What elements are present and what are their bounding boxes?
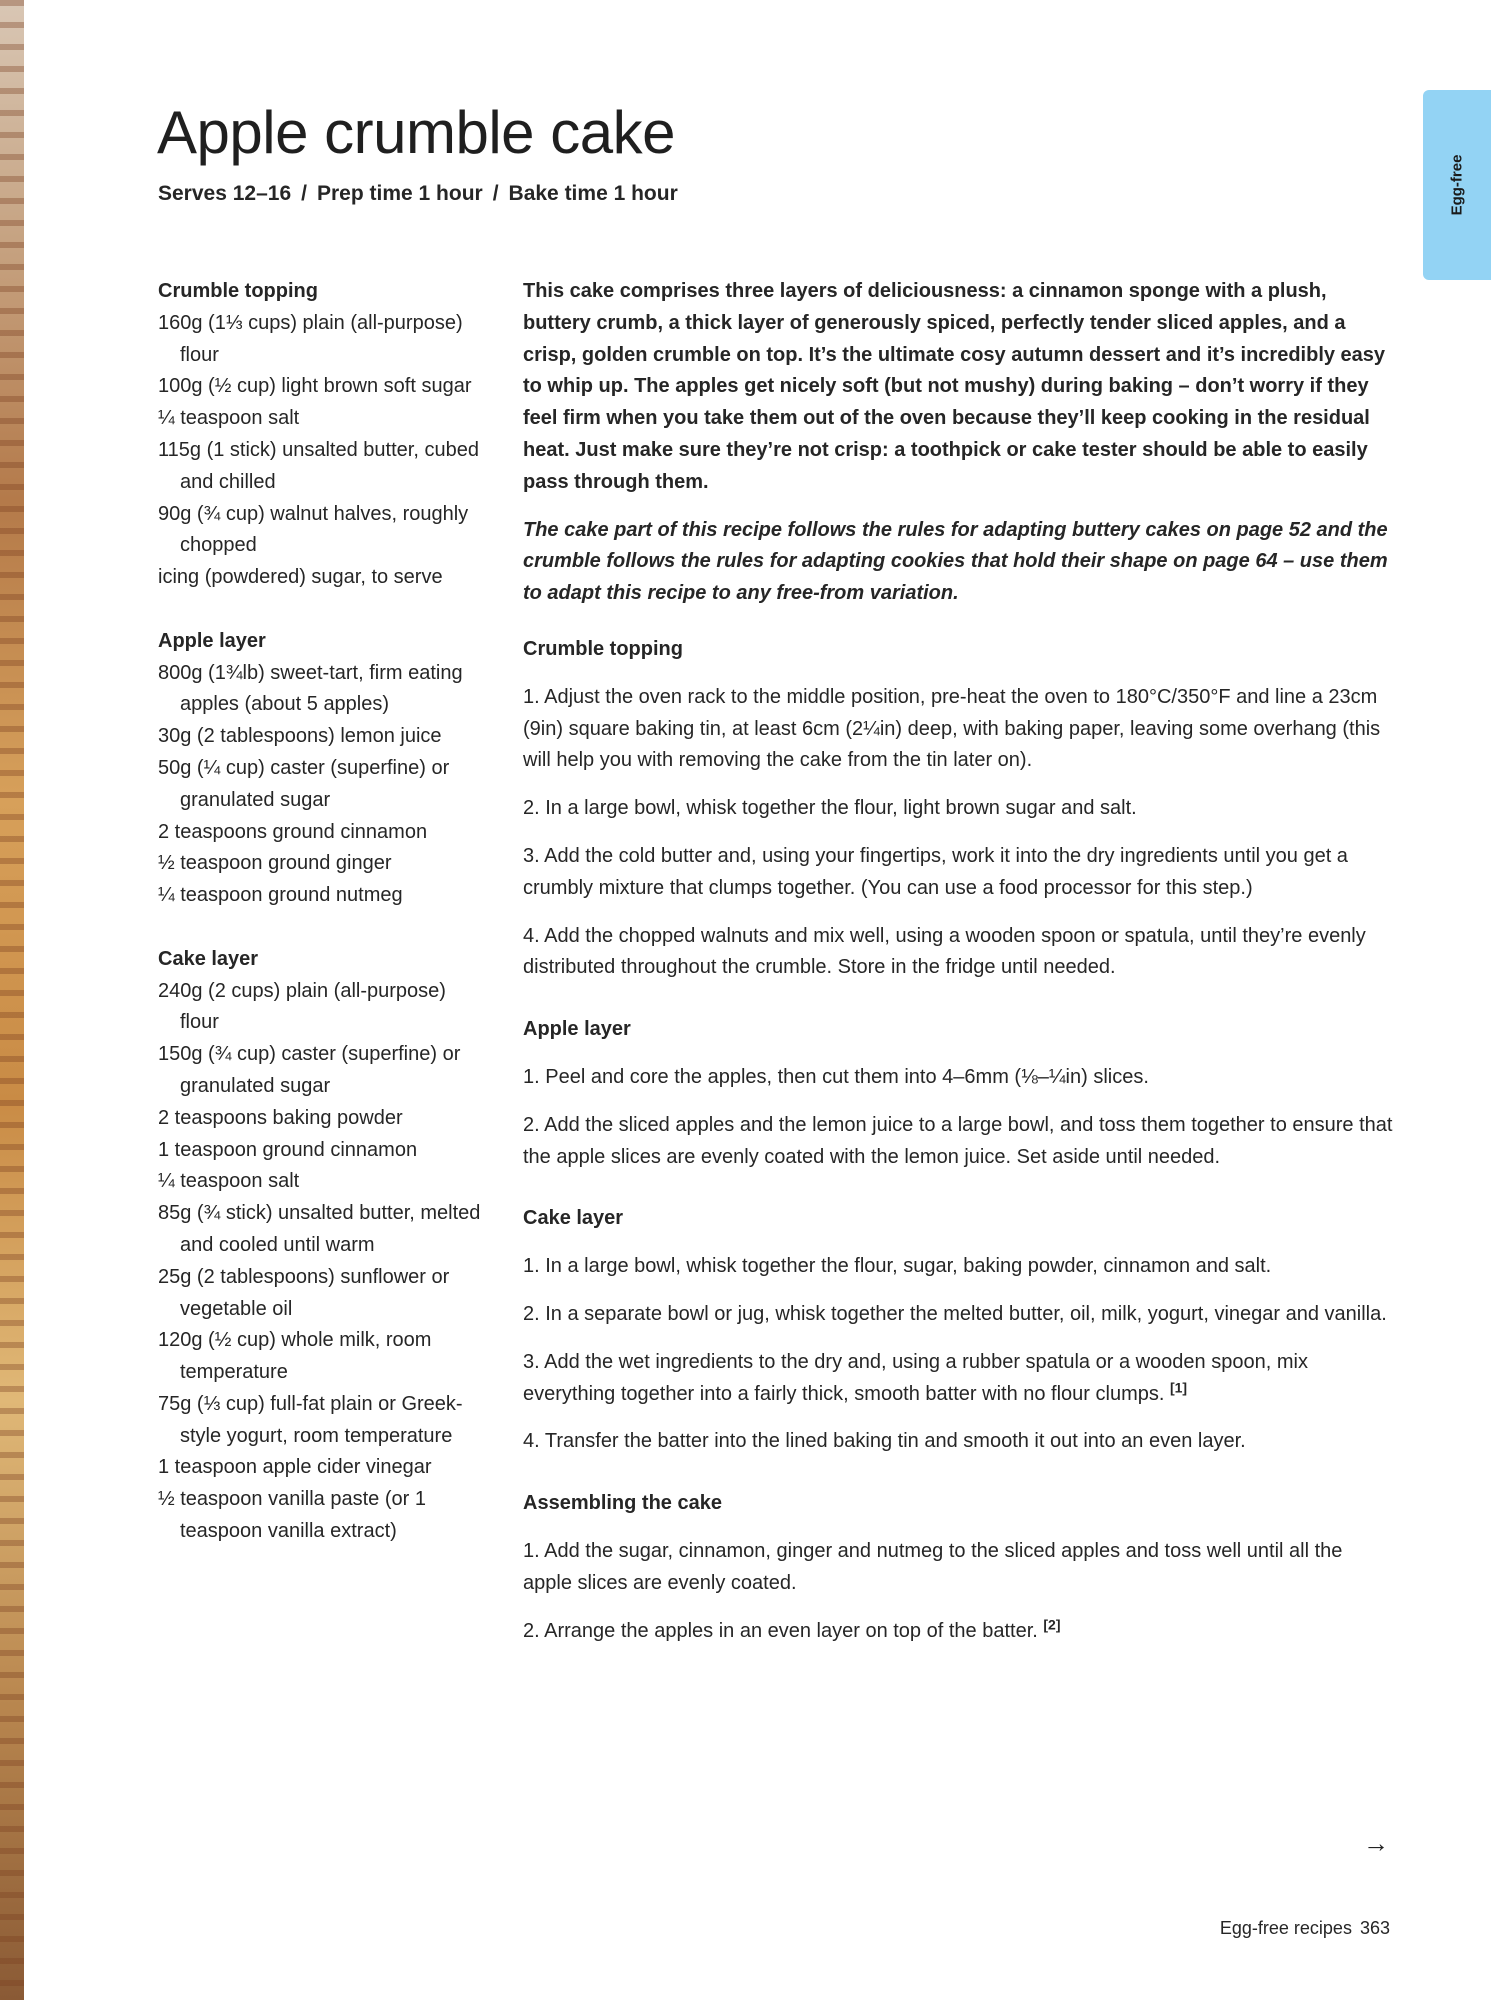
ingredient-item: ¼ teaspoon salt — [158, 1170, 300, 1193]
ingredient-item: 2 teaspoons ground cinnamon — [158, 820, 428, 843]
method-column — [523, 276, 1393, 1677]
meta-separator: / — [492, 182, 499, 205]
method-step-text: 2. Arrange the apples in an even layer on top of the batter. — [523, 1619, 1038, 1642]
ingredient-item: 2 teaspoons baking powder — [158, 1106, 403, 1129]
ingredient-item: 240g (2 cups) plain (all-purpose) flour — [158, 979, 446, 1034]
ingredient-item: 90g (¾ cup) walnut halves, roughly chopped — [158, 502, 469, 557]
method-cake-layer — [523, 1203, 1393, 1458]
ingredient-item: ½ teaspoon vanilla paste (or 1 teaspoon vanilla extract) — [158, 1488, 426, 1543]
recipe-title: Apple crumble cake — [157, 99, 675, 166]
footer-section: Egg-free recipes — [1219, 1918, 1352, 1938]
ingredient-item: 50g (¼ cup) caster (superfine) or granulated sugar — [158, 756, 450, 811]
reference-marker[interactable]: [2] — [1043, 1615, 1061, 1632]
ingredients-apple-layer — [158, 626, 488, 912]
reference-marker[interactable]: [1] — [1169, 1378, 1188, 1395]
method-step: 1. Peel and core the apples, then cut them into 4–6mm (⅛–¼in) slices. — [523, 1065, 1149, 1088]
ingredient-item: ½ teaspoon ground ginger — [158, 852, 392, 875]
ingredient-item: 75g (⅓ cup) full-fat plain or Greek-style yogurt, room temperature — [158, 1392, 463, 1447]
method-step: 2. In a separate bowl or jug, whisk together the melted butter, oil, milk, yogurt, vinegar and vanilla. — [523, 1302, 1387, 1325]
method-step: 1. Adjust the oven rack to the middle position, pre-heat the oven to 180°C/350°F and line a 23cm (9in) square baking tin, at least 6cm (2¼in) deep, with baking paper, leaving some overhang (this will help you with removing the cake from the tin later on). — [523, 685, 1381, 772]
method-step: 4. Transfer the batter into the lined baking tin and smooth it out into an even layer. — [523, 1430, 1246, 1453]
ingredients-heading: Cake layer — [158, 947, 259, 970]
ingredient-item: 1 teaspoon ground cinnamon — [158, 1138, 418, 1161]
ingredient-item: 120g (½ cup) whole milk, room temperature — [158, 1329, 432, 1384]
next-page-arrow-icon[interactable]: → — [1363, 1828, 1389, 1858]
recipe-meta — [158, 182, 678, 206]
method-step: 1. Add the sugar, cinnamon, ginger and nutmeg to the sliced apples and toss well until all the apple slices are evenly coated. — [523, 1539, 1343, 1594]
page-footer — [1220, 1918, 1390, 1939]
method-crumble-topping — [523, 634, 1393, 984]
bake-time: Bake time 1 hour — [508, 182, 678, 205]
ingredient-item: ¼ teaspoon salt — [158, 407, 300, 430]
ingredients-column — [158, 276, 488, 1580]
ingredient-item: 160g (1⅓ cups) plain (all-purpose) flour — [158, 311, 463, 366]
chapter-tab — [1423, 90, 1491, 280]
method-apple-layer — [523, 1014, 1393, 1173]
ingredient-item: ¼ teaspoon ground nutmeg — [158, 884, 403, 907]
ingredients-heading: Crumble topping — [158, 280, 318, 302]
prep-time: Prep time 1 hour — [316, 182, 483, 205]
method-heading: Cake layer — [523, 1207, 624, 1230]
food-photo-strip — [0, 0, 24, 2000]
method-heading: Assembling the cake — [523, 1492, 722, 1515]
ingredients-crumble-topping — [158, 276, 488, 594]
ingredients-heading: Apple layer — [158, 629, 266, 652]
method-step-with-ref — [523, 1347, 1393, 1411]
adaptation-note: The cake part of this recipe follows the rules for adapting buttery cakes on page 52 and the crumble follows the rules for adapting cookies that hold their shape on page 64 – use them to adapt this recipe to any free-from variation. — [523, 518, 1388, 605]
method-step-text: 3. Add the wet ingredients to the dry and, using a rubber spatula or a wooden spoon, mix everything together into a fairly thick, smooth batter with no flour clumps. — [523, 1350, 1308, 1405]
method-step: 3. Add the cold butter and, using your fingertips, work it into the dry ingredients until you get a crumbly mixture that clumps together. (You can use a food processor for this step.) — [523, 844, 1348, 899]
method-step: 2. Add the sliced apples and the lemon juice to a large bowl, and toss them together to ensure that the apple slices are evenly coated with the lemon juice. Set aside until needed. — [523, 1113, 1393, 1168]
ingredient-item: 1 teaspoon apple cider vinegar — [158, 1456, 432, 1479]
serves: Serves 12–16 — [158, 182, 292, 205]
ingredient-item: 800g (1¾lb) sweet-tart, firm eating apples (about 5 apples) — [158, 661, 463, 716]
page-number: 363 — [1359, 1918, 1390, 1938]
method-step: 1. In a large bowl, whisk together the flour, sugar, baking powder, cinnamon and salt. — [523, 1255, 1272, 1278]
ingredient-item: 115g (1 stick) unsalted butter, cubed and chilled — [158, 438, 479, 493]
recipe-intro: This cake comprises three layers of deliciousness: a cinnamon sponge with a plush, buttery crumb, a thick layer of generously spiced, perfectly tender sliced apples, and a crisp, golden crumble on top. It’s the ultimate cosy autumn dessert and it’s incredibly easy to whip up. The apples get nicely soft (but not mushy) during baking – don’t worry if they feel firm when you take them out of the oven because they’ll keep cooking in the residual heat. Just make sure they’re not crisp: a toothpick or cake tester should be able to easily pass through them. — [523, 280, 1386, 493]
ingredient-item: icing (powdered) sugar, to serve — [158, 566, 443, 589]
ingredient-item: 85g (¾ stick) unsalted butter, melted and cooled until warm — [158, 1202, 481, 1256]
ingredient-item: 25g (2 tablespoons) sunflower or vegetable oil — [158, 1265, 450, 1320]
ingredient-item: 100g (½ cup) light brown soft sugar — [158, 375, 472, 398]
method-assembling — [523, 1488, 1393, 1647]
ingredients-cake-layer — [158, 944, 488, 1548]
ingredient-item: 30g (2 tablespoons) lemon juice — [158, 725, 442, 748]
method-step-with-ref — [523, 1616, 1393, 1648]
method-heading: Crumble topping — [523, 637, 683, 660]
method-heading: Apple layer — [523, 1018, 631, 1041]
method-step: 2. In a large bowl, whisk together the flour, light brown sugar and salt. — [523, 797, 1137, 820]
chapter-tab-label: Egg-free — [1448, 154, 1466, 216]
method-step: 4. Add the chopped walnuts and mix well, using a wooden spoon or spatula, until they’re evenly distributed throughout the crumble. Store in the fridge until needed. — [523, 924, 1366, 979]
meta-separator: / — [301, 182, 307, 205]
ingredient-item: 150g (¾ cup) caster (superfine) or granulated sugar — [158, 1043, 461, 1097]
